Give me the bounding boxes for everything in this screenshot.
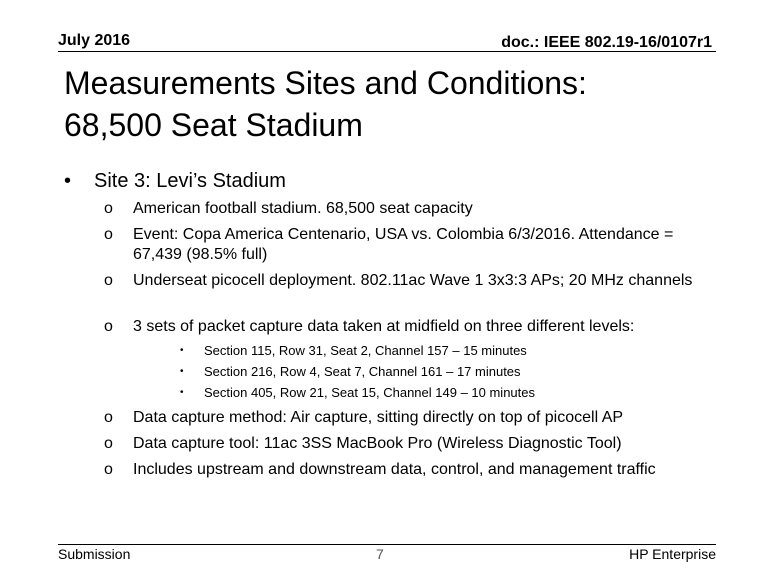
bullet-circle: o	[104, 200, 113, 217]
site-heading: Site 3: Levi’s Stadium	[94, 170, 286, 192]
list-item-text: American football stadium. 68,500 seat capacity	[133, 200, 473, 217]
list-item-text: Underseat picocell deployment. 802.11ac Wave 1 3x3:3 APs; 20 MHz channels	[133, 272, 693, 289]
bullet-dot: •	[180, 366, 184, 377]
list-item-text: Includes upstream and downstream data, control, and management traffic	[133, 461, 656, 478]
bullet-circle: o	[104, 461, 113, 478]
sub-list-item-text: Section 216, Row 4, Seat 7, Channel 161 – 17 minutes	[204, 364, 521, 379]
bullet-circle: o	[104, 272, 113, 289]
bullet-dot: •	[180, 345, 184, 356]
footer-submission: Submission	[58, 546, 131, 562]
bullet-circle: o	[104, 435, 113, 452]
list-item-text: Data capture tool: 11ac 3SS MacBook Pro (Wireless Diagnostic Tool)	[133, 435, 622, 452]
list-item-text: Data capture method: Air capture, sitting directly on top of picocell AP	[133, 409, 624, 426]
footer-company: HP Enterprise	[629, 546, 716, 562]
slide-title	[64, 62, 587, 146]
header-date: July 2016	[58, 32, 131, 49]
header-doc-id: doc.: IEEE 802.19-16/0107r1	[501, 34, 712, 51]
bullet-dot: •	[64, 170, 72, 192]
bullet-circle: o	[104, 409, 113, 426]
sub-list-item-text: Section 115, Row 31, Seat 2, Channel 157 – 15 minutes	[204, 343, 527, 358]
sub-list-item-text: Section 405, Row 21, Seat 15, Channel 149 – 10 minutes	[204, 385, 535, 400]
bullet-dot: •	[180, 387, 184, 398]
list-item-text: 3 sets of packet capture data taken at midfield on three different levels:	[133, 318, 635, 335]
title-line-1: Measurements Sites and Conditions:	[64, 65, 587, 101]
bullet-circle: o	[104, 318, 113, 335]
title-line-2: 68,500 Seat Stadium	[64, 107, 363, 143]
bullet-circle: o	[104, 226, 113, 243]
footer-divider	[58, 544, 716, 545]
header-divider	[58, 51, 716, 52]
list-item-text: Event: Copa America Centenario, USA vs. Colombia 6/3/2016. Attendance = 67,439 (98.5% full)	[133, 226, 674, 263]
page-number: 7	[376, 546, 384, 562]
